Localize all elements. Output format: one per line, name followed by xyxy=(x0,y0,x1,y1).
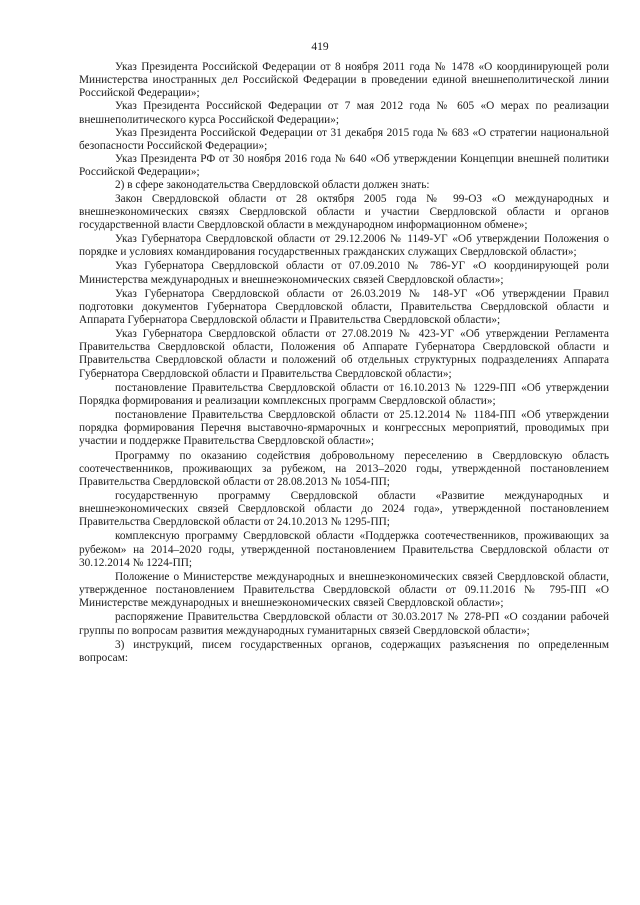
paragraph-law-99-oz: Закон Свердловской области от 28 октября 2005 года № 99-ОЗ «О международных и внешнеэкономических связях Свердловской области и участии Свердловской области и органов государственной власти Свердловской области в международном информационном обмене»; xyxy=(79,192,609,231)
paragraph-resettlement-program: Программу по оказанию содействия добровольному переселению в Свердловскую область соотечественников, проживающих за рубежом, на 2013–2020 годы, утвержденной постановлением Правительства Свердловской области от 28.08.2013 № 1054-ПП; xyxy=(79,449,609,488)
page-number: 419 xyxy=(311,41,329,53)
paragraph-section-3-heading: 3) инструкций, писем государственных органов, содержащих разъяснения по определенным вопросам: xyxy=(79,638,609,664)
paragraph-decree-640: Указ Президента РФ от 30 ноября 2016 года № 640 «Об утверждении Концепции внешней политики Российской Федерации»; xyxy=(79,153,609,179)
paragraph-ministry-regulation: Положение о Министерстве международных и внешнеэкономических связей Свердловской области, утвержденное постановлением Правительства Свердловской области от 09.11.2016 № 795-ПП «О Министерстве международных и внешнеэкономических связей Свердловской области»; xyxy=(79,570,609,610)
paragraph-state-program: государственную программу Свердловской области «Развитие международных и внешнеэкономических связей Свердловской области до 2024 года», утвержденной постановлением Правительства Свердловской области от 24.10.2013 № 1295-ПП; xyxy=(79,490,609,529)
paragraph-resolution-1229-pp: постановление Правительства Свердловской области от 16.10.2013 № 1229-ПП «Об утверждении Порядка формирования и реализации комплексных программ Свердловской области»; xyxy=(79,381,609,407)
paragraph-decree-605: Указ Президента Российской Федерации от 7 мая 2012 года № 605 «О мерах по реализации внешнеполитического курса Российской Федерации»; xyxy=(79,100,609,126)
paragraph-decree-423-ug: Указ Губернатора Свердловской области от 27.08.2019 № 423-УГ «Об утверждении Регламента Правительства Свердловской области, Положения об Аппарате Губернатора Свердловской области и Правительства Свердловской области и положений об отдельных структурных подразделениях Аппарата Губернатора Свердловской области и Правительства Свердловской области»; xyxy=(79,328,609,380)
paragraph-decree-683: Указ Президента Российской Федерации от 31 декабря 2015 года № 683 «О стратегии национальной безопасности Российской Федерации»; xyxy=(79,126,609,152)
paragraph-section-2-heading: 2) в сфере законодательства Свердловской области должен знать: xyxy=(115,179,430,192)
document-body xyxy=(79,61,609,665)
paragraph-resolution-1184-pp: постановление Правительства Свердловской области от 25.12.2014 № 1184-ПП «Об утверждении порядка формирования Перечня выставочно-ярмарочных и конгрессных мероприятий, проводимых при участии и поддержке Правительства Свердловской области»; xyxy=(79,409,609,448)
paragraph-order-278-rp: распоряжение Правительства Свердловской области от 30.03.2017 № 278-РП «О создании рабочей группы по вопросам развития международных гуманитарных связей Свердловской области»; xyxy=(79,611,609,637)
paragraph-decree-786-ug: Указ Губернатора Свердловской области от 07.09.2010 № 786-УГ «О координирующей роли Министерства международных и внешнеэкономических связей Свердловской области»; xyxy=(79,260,609,286)
paragraph-decree-1478: Указ Президента Российской Федерации от 8 ноября 2011 года № 1478 «О координирующей роли Министерства иностранных дел Российской Федерации в проведении единой внешнеполитической линии Российской Федерации»; xyxy=(79,61,609,100)
paragraph-compatriots-program: комплексную программу Свердловской области «Поддержка соотечественников, проживающих за рубежом» на 2014–2020 годы, утвержденной постановлением Правительства Свердловской области от 30.12.2014 № 1224-ПП; xyxy=(79,530,609,569)
paragraph-decree-148-ug: Указ Губернатора Свердловской области от 26.03.2019 № 148-УГ «Об утверждении Правил подготовки документов Губернатора Свердловской области, Правительства Свердловской области и Аппарата Губернатора Свердловской области и Правительства Свердловской области»; xyxy=(79,287,609,326)
paragraph-decree-1149-ug: Указ Губернатора Свердловской области от 29.12.2006 № 1149-УГ «Об утверждении Положения о порядке и условиях командирования государственных гражданских служащих Свердловской области»; xyxy=(79,233,609,259)
